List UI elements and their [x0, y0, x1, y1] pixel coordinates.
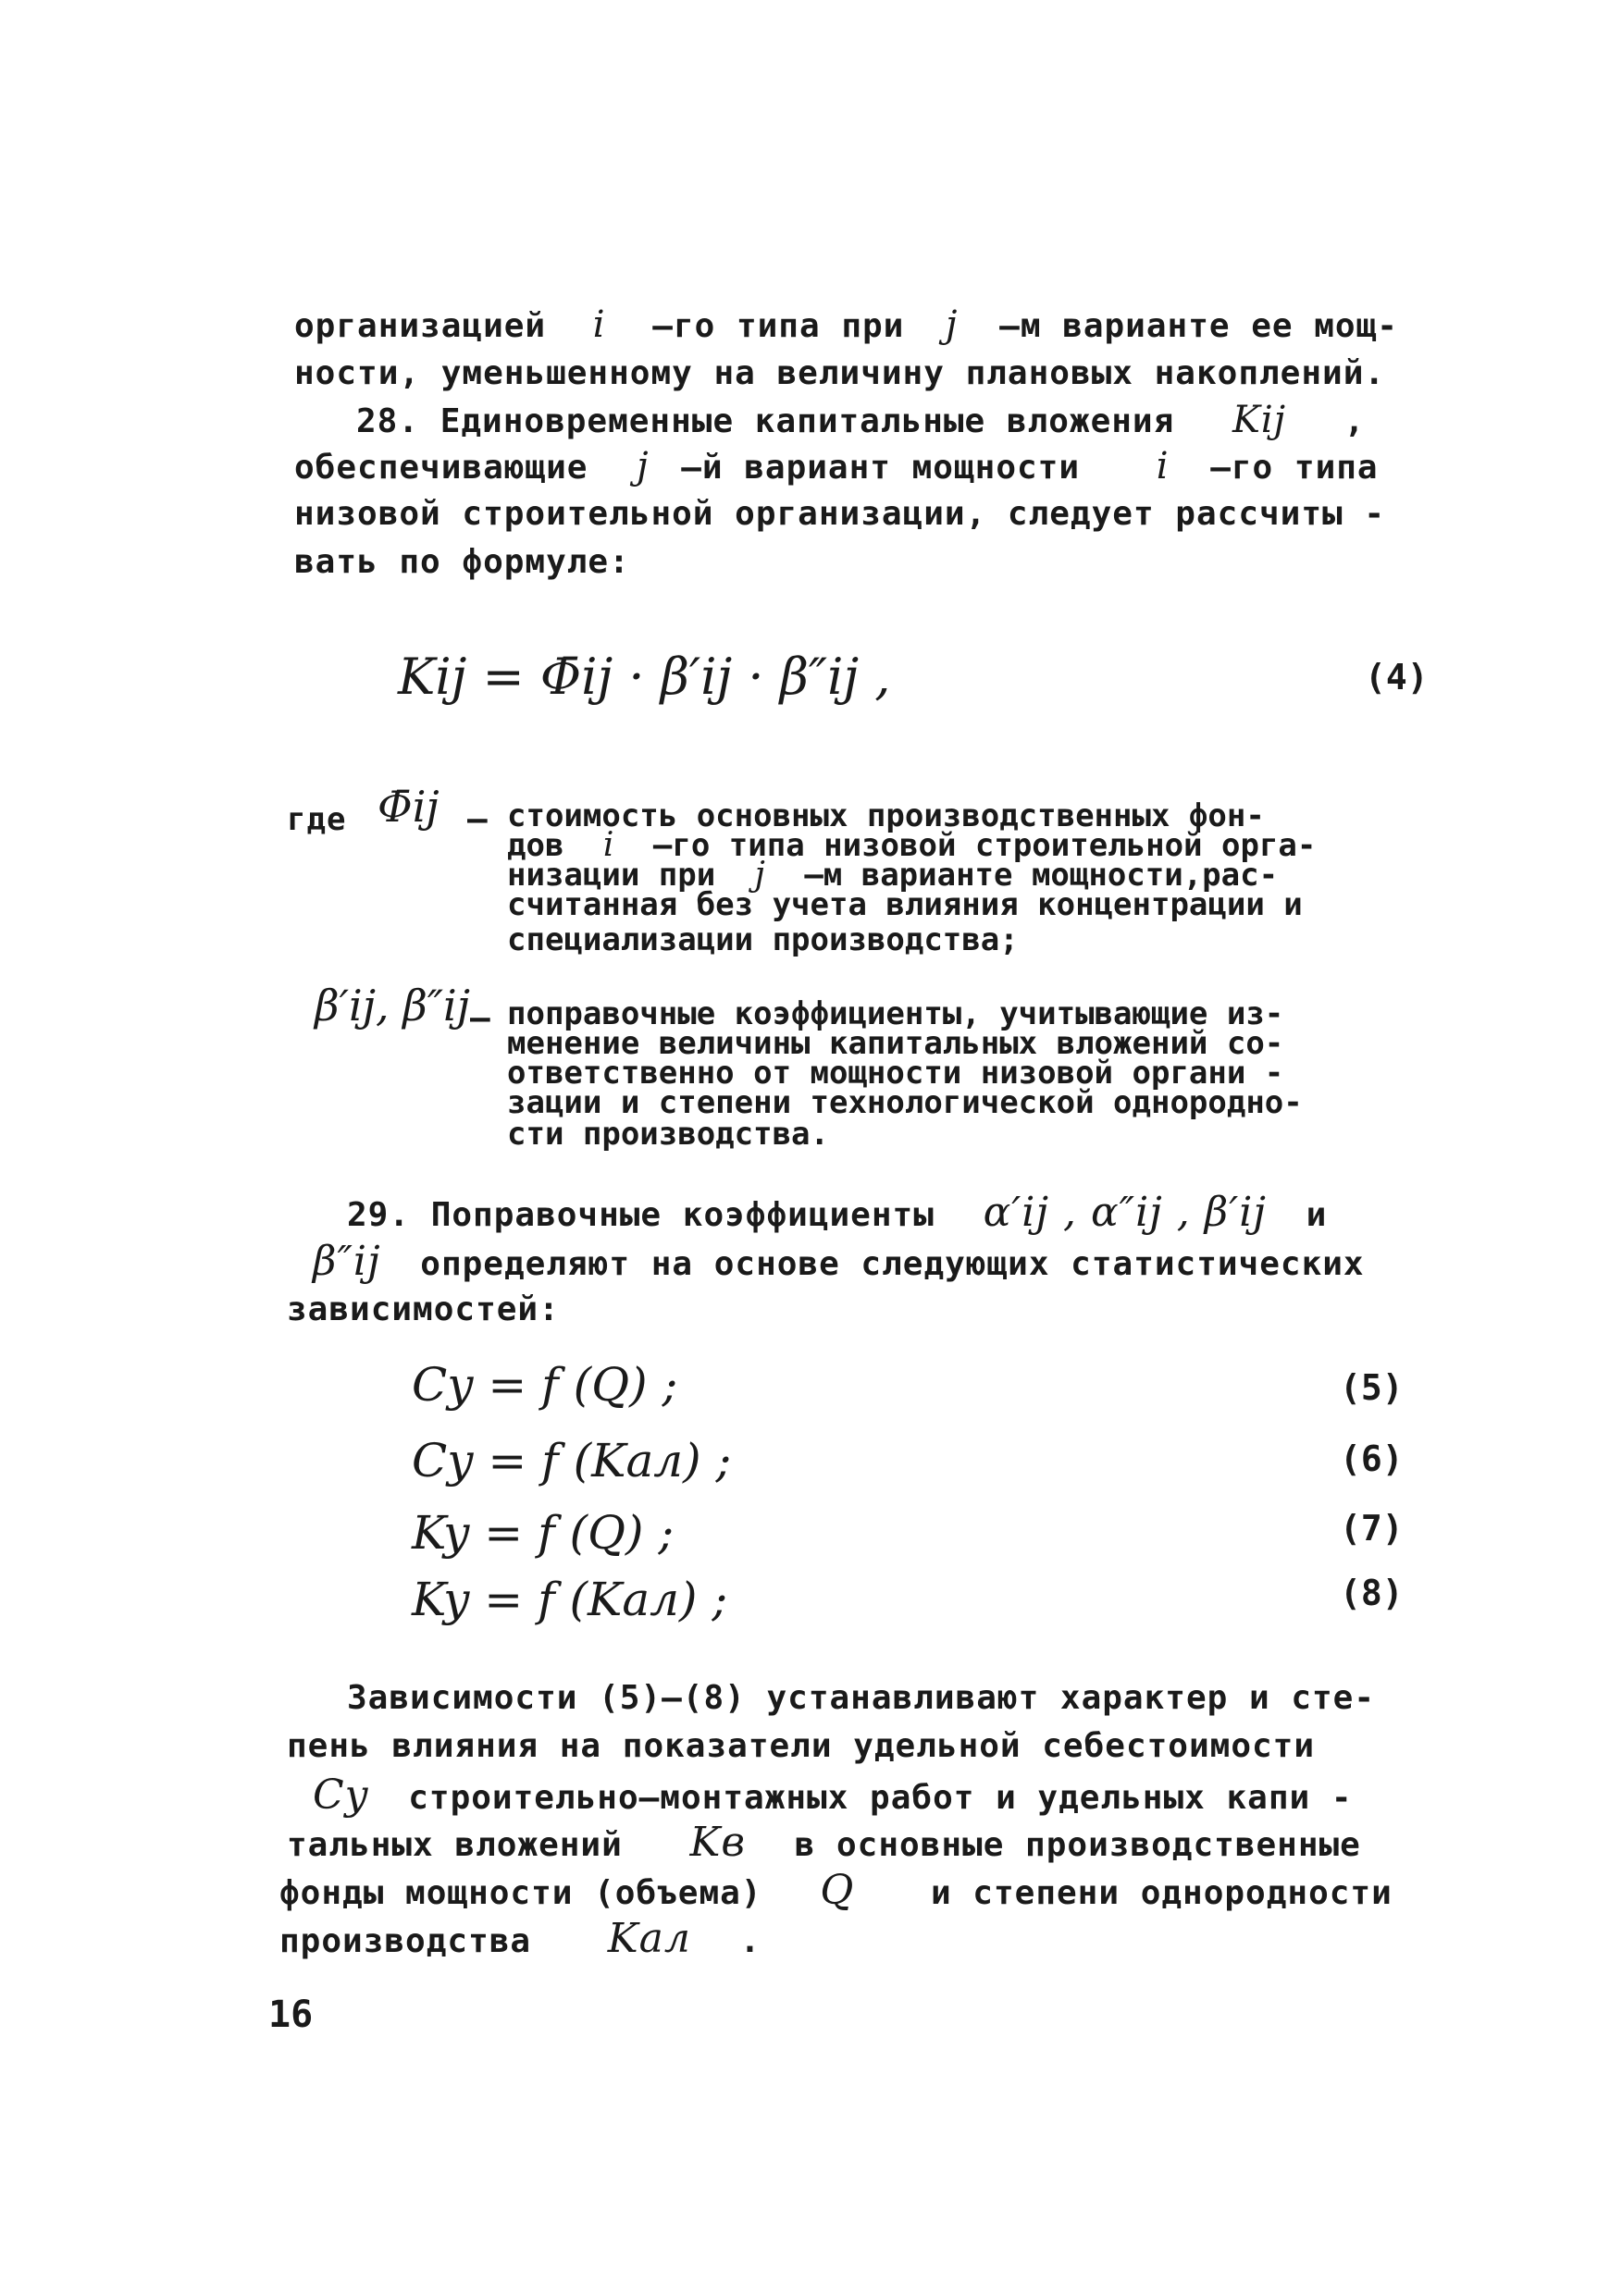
def2-line-1: поправочные коэффициенты, учитывающие из-: [507, 995, 1284, 1032]
closing-line-5: фонды мощности (объема) Q и степени однородности: [279, 1867, 1393, 1914]
closing-line-6: производства Kал .: [279, 1915, 761, 1962]
intro-line-1: [294, 301, 1483, 351]
intro-text: –м варианте ее мощ-: [999, 307, 1398, 345]
var-i: i: [1156, 445, 1170, 488]
closing-line-2: пень влияния на показатели удельной себестоимости: [287, 1727, 1316, 1765]
p29-line-2: β″ij определяют на основе следующих статистических: [313, 1238, 1365, 1285]
def2-line-4: зации и степени технологической однородно-: [507, 1084, 1303, 1121]
intro-text: ности, уменьшенному на величину плановых накоплений.: [294, 354, 1386, 392]
var-kal: Kал: [607, 1915, 691, 1962]
var-j: j: [946, 303, 959, 346]
p28-text: 28. Единовременные капитальные вложения: [356, 402, 1175, 440]
equation-7: Ky = f (Q) ;: [412, 1506, 675, 1560]
p28-text: –й вариант мощности: [681, 449, 1081, 487]
p28-text: –го типа: [1210, 449, 1379, 487]
equation-number-4: (4): [1365, 657, 1429, 697]
var-i: i: [602, 826, 614, 864]
closing-line-4: тальных вложений Kв в основные производственные: [287, 1819, 1361, 1866]
p28-text: низовой строительной организации, следует рассчиты -: [294, 495, 1386, 533]
p28-text: ,: [1343, 402, 1366, 440]
closing-line-3: Cy строительно–монтажных работ и удельных капи -: [313, 1771, 1353, 1819]
def2-line-2: менение величины капитальных вложений со-: [507, 1025, 1284, 1062]
intro-text: –го типа при: [652, 307, 905, 345]
equation-number-6: (6): [1340, 1438, 1404, 1479]
var-kij: Kij: [1232, 399, 1287, 441]
page-number: 16: [268, 1994, 314, 2036]
def-dash-1: –: [467, 800, 489, 838]
equation-5: Cy = f (Q) ;: [412, 1358, 678, 1412]
var-j: j: [637, 445, 650, 488]
p29-line-1: 29. Поправочные коэффициенты α′ij , α″ij , β′ij и: [347, 1189, 1328, 1236]
equation-number-7: (7): [1340, 1508, 1404, 1549]
def2-line-5: сти производства.: [507, 1116, 829, 1153]
def-dash-2: –: [470, 999, 491, 1037]
def2-line-3: ответственно от мощности низовой органи -: [507, 1055, 1284, 1092]
p28-line-2: [294, 442, 1483, 492]
def1-line-5: специализации производства;: [507, 921, 1019, 958]
p28-line-4: [294, 538, 1483, 586]
equation-number-5: (5): [1340, 1367, 1404, 1408]
p28-text: вать по формуле:: [294, 543, 630, 581]
intro-line-2: [294, 350, 1483, 398]
def1-line-4: считанная без учета влияния концентрации и: [507, 886, 1303, 923]
equation-number-8: (8): [1340, 1573, 1404, 1613]
term-beta-ij: β′ij, β″ij: [315, 981, 471, 1031]
def1-line-3: низации при j –м варианте мощности,рас-: [507, 856, 1279, 894]
intro-text: организацией: [294, 307, 547, 345]
p28-text: обеспечивающие: [294, 449, 588, 487]
p28-line-1: [356, 396, 1483, 446]
equation-8: Ky = f (Kал) ;: [412, 1573, 728, 1626]
var-i: i: [592, 303, 606, 346]
var-j: j: [754, 856, 765, 894]
var-q: Q: [820, 1867, 855, 1914]
p29-line-3: зависимостей:: [287, 1290, 560, 1328]
term-beta-double-prime: β″ij: [313, 1238, 381, 1285]
var-cy: Cy: [313, 1771, 369, 1819]
var-kv: Kв: [689, 1819, 746, 1866]
term-phi-ij: Φ̄ij: [378, 782, 440, 832]
p28-line-3: [294, 490, 1483, 538]
where-label: где: [287, 801, 347, 838]
closing-line-1: Зависимости (5)–(8) устанавливают характер и сте-: [347, 1679, 1376, 1717]
def1-line-1: стоимость основных производственных фон-: [507, 797, 1265, 834]
formula-4: Kij = Φ̄ij · β′ij · β″ij ,: [398, 648, 891, 706]
coefficients-terms: α′ij , α″ij , β′ij: [983, 1189, 1267, 1236]
equation-6: Cy = f (Kал) ;: [412, 1434, 732, 1487]
def1-line-2: дов i –го типа низовой строительной орга-: [507, 826, 1317, 864]
